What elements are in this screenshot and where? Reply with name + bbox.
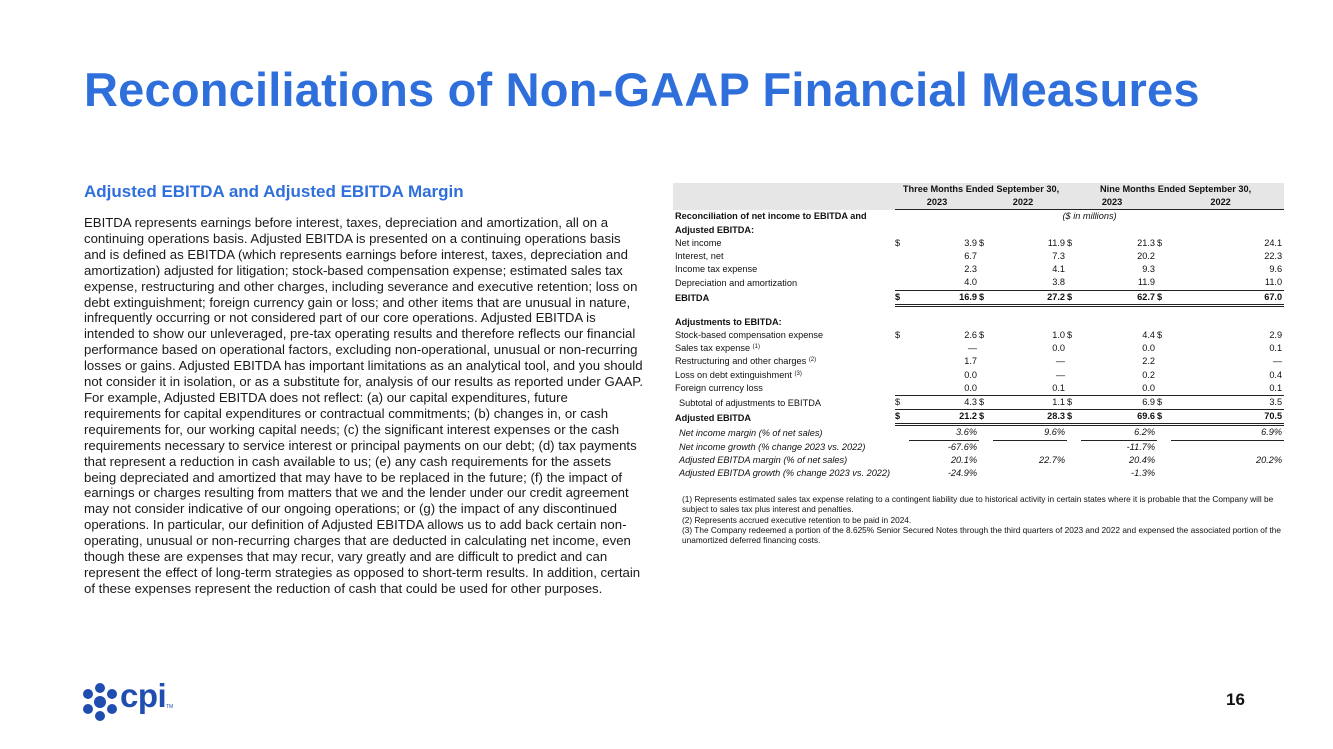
value-cell: 3.9 [964, 237, 977, 248]
table-row [673, 276, 1284, 290]
value-cell: 4.0 [909, 276, 979, 290]
currency-symbol [1067, 263, 1081, 276]
value-cell: 2.2 [1142, 356, 1156, 367]
value-cell: 1.7 [964, 356, 977, 367]
row-label [673, 250, 895, 263]
value-cell: — [1055, 369, 1066, 380]
row-label-text: Interest, net [675, 251, 724, 262]
table-row [673, 410, 1284, 425]
adjustments-header-row [673, 316, 1284, 329]
value-cell: — [1272, 356, 1283, 367]
body-paragraph: EBITDA represents earnings before interest, taxes, depreciation and amortization, all on a continuing operations basis. Adjusted EBITDA is presented on a continuing operations basis and is defined as EBITDA (which represents earnings before interest, taxes, depreciation and amortization) adjusted for litigation; stock-based compensation expense; estimated sales tax expense, restructuring and other charges, including severance and executive retention; loss on debt extinguishment; foreign currency gain or loss; and other items that are unusual in nature, infrequently occurring or not considered part of our core operations. Adjusted EBITDA is intended to show our unleveraged, pre-tax operating results and therefore reflects our financial performance based on operational factors, excluding non-operational, unusual or non-recurring losses or gains. Adjusted EBITDA has important limitations as an analytical tool, and you should not consider it in isolation, or as a substitute for, analysis of our results as reported under GAAP. For example, Adjusted EBITDA does not reflect: (a) our capital expenditures, future requirements for capital expenditures or contractual commitments; (b) changes in, or cash requirements for, our working capital needs; (c) the significant interest expenses or the cash requirements necessary to service interest or principal payments on our debt; (d) tax payments that represent a reduction in cash available to us; (e) any cash requirements for the assets being depreciated and amortized that may have to be replaced in the future; (f) the impact of earnings or charges resulting from matters that we and the lender under our credit agreement may not consider indicative of our ongoing operations; or (g) the impact of any discontinued operations. In particular, our definition of Adjusted EBITDA allows us to add back certain non-operating, unusual or non-recurring charges that are deducted in calculating net income, even though these are expenses that may recur, vary greatly and are difficult to predict and can represent the effect of long-term strategies as opposed to short-term results. In addition, certain of these expenses represent the reduction of cash that could be used for other purposes. [84, 215, 644, 596]
value-cell: 16.9 [909, 290, 979, 305]
currency-symbol: $ [1157, 237, 1163, 248]
footnote-ref: (2) [808, 357, 817, 364]
reconciliation-table [673, 183, 1284, 480]
metric-row [673, 467, 1284, 480]
currency-symbol: $ [1157, 396, 1171, 410]
currency-symbol [895, 263, 909, 276]
currency-symbol [1067, 382, 1081, 396]
value-cell: 0.0 [1081, 382, 1157, 396]
currency-symbol [895, 276, 909, 290]
currency-symbol: $ [1067, 410, 1081, 425]
metric-row [673, 454, 1284, 467]
currency-symbol: $ [1067, 330, 1073, 341]
currency-symbol [979, 263, 993, 276]
row-label [673, 355, 895, 368]
value-cell: 28.3 [993, 410, 1067, 425]
currency-symbol: $ [1157, 410, 1171, 425]
table-row [673, 369, 1284, 382]
currency-symbol [979, 250, 993, 263]
value-cell: 70.5 [1171, 410, 1284, 425]
value-cell: 4.4 [1142, 330, 1156, 341]
currency-symbol [1157, 355, 1171, 368]
metric-value: 6.9% [1171, 425, 1284, 440]
value-cell: 6.7 [964, 251, 977, 262]
metric-value [993, 467, 1067, 480]
table-row [673, 342, 1284, 355]
currency-symbol [895, 250, 909, 263]
currency-symbol [1157, 382, 1171, 396]
value-cell: 27.2 [993, 290, 1067, 305]
metric-value: 20.1% [950, 454, 977, 465]
currency-symbol: $ [1157, 330, 1163, 341]
currency-symbol [979, 382, 993, 396]
value-cell: 21.3 [1137, 237, 1156, 248]
recon-label: Adjusted EBITDA: [675, 224, 755, 235]
row-label-text: EBITDA [675, 293, 710, 304]
value-cell: 0.0 [909, 382, 979, 396]
recon-label-row [673, 210, 1284, 224]
footnote-ref: (3) [794, 370, 802, 377]
currency-symbol [1067, 355, 1081, 368]
row-label [673, 342, 895, 355]
currency-symbol [895, 355, 909, 368]
metric-label: Adjusted EBITDA margin (% of net sales) [679, 454, 848, 465]
row-label-text: Subtotal of adjustments to EBITDA [679, 397, 821, 408]
currency-symbol: $ [979, 237, 985, 248]
page-number: 16 [1226, 690, 1245, 709]
table-row [673, 263, 1284, 276]
currency-symbol: $ [895, 330, 901, 341]
value-cell: 2.3 [964, 264, 977, 275]
currency-symbol [1067, 369, 1081, 382]
currency-symbol [1067, 250, 1081, 263]
period-header-row [673, 183, 1284, 196]
section-subtitle: Adjusted EBITDA and Adjusted EBITDA Margin [84, 182, 464, 201]
value-cell: 7.3 [1052, 251, 1066, 262]
footnote-3: (3) The Company redeemed a portion of the 8.625% Senior Secured Notes through the third quarters of 2023 and 2022 and expensed the associated portion of the unamortized deferred financing costs. [682, 524, 1282, 546]
currency-symbol: $ [895, 410, 909, 425]
value-cell: 2.6 [964, 330, 977, 341]
table-row [673, 382, 1284, 396]
value-cell: 67.0 [1171, 290, 1284, 305]
row-label-text: Depreciation and amortization [675, 277, 798, 288]
value-cell: — [1055, 356, 1066, 367]
currency-symbol [895, 369, 909, 382]
currency-symbol [979, 342, 993, 355]
row-label [673, 396, 895, 410]
row-label [673, 237, 895, 250]
currency-symbol: $ [1067, 396, 1081, 410]
table-row [673, 250, 1284, 263]
metric-value: -24.9% [947, 468, 977, 479]
currency-symbol [1157, 250, 1171, 263]
row-label-text: Stock-based compensation expense [675, 330, 824, 341]
page-title: Reconciliations of Non-GAAP Financial Measures [84, 63, 1200, 116]
row-label-text: Restructuring and other charges [675, 356, 807, 367]
currency-symbol [895, 382, 909, 396]
value-cell: 0.1 [1269, 343, 1283, 354]
year-header: 2023 [895, 196, 979, 210]
metric-value: 9.6% [993, 425, 1067, 440]
table-row [673, 396, 1284, 410]
table-row [673, 237, 1284, 250]
metric-row [673, 440, 1284, 454]
currency-symbol: $ [895, 237, 901, 248]
row-label [673, 410, 895, 425]
cpi-logo-icon [80, 682, 120, 722]
metric-value: 20.4% [1128, 454, 1156, 465]
value-cell: 22.3 [1264, 251, 1283, 262]
year-header: 2023 [1067, 196, 1157, 210]
metric-label: Net income growth (% change 2023 vs. 2022) [679, 441, 866, 452]
value-cell: 3.5 [1171, 396, 1284, 410]
row-label-text: Income tax expense [675, 264, 758, 275]
metric-value [993, 440, 1067, 454]
value-cell: 0.1 [993, 382, 1067, 396]
metric-label: Net income margin (% of net sales) [679, 427, 823, 438]
value-cell: 69.6 [1081, 410, 1157, 425]
year-header-row [673, 196, 1284, 210]
value-cell: 4.3 [909, 396, 979, 410]
value-cell: 21.2 [909, 410, 979, 425]
year-header: 2022 [979, 196, 1067, 210]
currency-symbol [895, 342, 909, 355]
value-cell: 11.0 [1171, 276, 1284, 290]
value-cell: 20.2 [1137, 251, 1156, 262]
value-cell: 2.9 [1269, 330, 1283, 341]
value-cell: 0.0 [1052, 343, 1066, 354]
row-label-text: Adjusted EBITDA [675, 412, 752, 423]
metric-value: 20.2% [1256, 454, 1283, 465]
currency-symbol [1067, 342, 1081, 355]
metric-value: -11.7% [1126, 441, 1156, 452]
currency-symbol: $ [1067, 290, 1081, 305]
currency-symbol: $ [895, 396, 909, 410]
value-cell: 1.0 [1052, 330, 1066, 341]
value-cell: 9.6 [1269, 264, 1283, 275]
units-label: ($ in millions) [1062, 211, 1117, 222]
row-label [673, 263, 895, 276]
currency-symbol [1157, 276, 1171, 290]
currency-symbol: $ [979, 410, 993, 425]
currency-symbol [1157, 369, 1171, 382]
footnote-2: (2) Represents accrued executive retention to be paid in 2024. [682, 514, 912, 525]
row-label-text: Net income [675, 237, 722, 248]
metric-row [673, 425, 1284, 440]
currency-symbol [1157, 263, 1171, 276]
row-label [673, 276, 895, 290]
table-row [673, 355, 1284, 368]
spacer-row [673, 305, 1284, 316]
table-row [673, 290, 1284, 305]
year-header: 2022 [1157, 196, 1284, 210]
value-cell: 0.0 [964, 369, 977, 380]
currency-symbol: $ [979, 330, 985, 341]
row-label [673, 329, 895, 342]
metric-value [1171, 467, 1284, 480]
currency-symbol: $ [979, 290, 993, 305]
row-label [673, 382, 895, 396]
row-label-text: Sales tax expense [675, 343, 751, 354]
row-label [673, 290, 895, 305]
value-cell: 6.9 [1081, 396, 1157, 410]
value-cell: 9.3 [1142, 264, 1156, 275]
value-cell: 4.1 [1052, 264, 1066, 275]
value-cell: 0.2 [1142, 369, 1156, 380]
currency-symbol: $ [1157, 290, 1171, 305]
currency-symbol [979, 355, 993, 368]
row-label [673, 369, 895, 382]
value-cell: 24.1 [1264, 237, 1283, 248]
metric-value [1171, 440, 1284, 454]
table-row [673, 329, 1284, 342]
value-cell: 11.9 [1047, 237, 1066, 248]
footnote-1: (1) Represents estimated sales tax expense relating to a contingent liability due to historical activity in certain states where it is probable that the Company will be subject to sales tax plus interest and penalties. [682, 494, 1274, 515]
recon-label: Reconciliation of net income to EBITDA and [675, 211, 867, 222]
currency-symbol: $ [979, 396, 993, 410]
footnotes [682, 494, 1282, 545]
value-cell: 11.9 [1081, 276, 1157, 290]
currency-symbol: $ [895, 290, 909, 305]
value-cell: 0.4 [1269, 369, 1283, 380]
value-cell: 0.0 [1142, 343, 1156, 354]
metric-value: -67.6% [947, 441, 977, 452]
recon-label-row [673, 224, 1284, 237]
currency-symbol [979, 276, 993, 290]
logo-wordmark: cpi [120, 677, 167, 714]
metric-value: 22.7% [1038, 454, 1066, 465]
metric-value: 3.6% [909, 425, 979, 440]
row-label-text: Loss on debt extinguishment [675, 369, 792, 380]
value-cell: 62.7 [1081, 290, 1157, 305]
value-cell: — [967, 343, 977, 354]
period-header-three-months: Three Months Ended September 30, [895, 183, 1067, 196]
adjustments-header: Adjustments to EBITDA: [675, 316, 782, 327]
value-cell: 0.1 [1171, 382, 1284, 396]
value-cell: 1.1 [993, 396, 1067, 410]
metric-label: Adjusted EBITDA growth (% change 2023 vs. 2022) [679, 468, 891, 479]
period-header-nine-months: Nine Months Ended September 30, [1067, 183, 1284, 196]
currency-symbol [1067, 276, 1081, 290]
footnote-ref: (1) [752, 344, 760, 351]
logo-trademark: TM [166, 704, 174, 710]
metric-value: -1.3% [1131, 468, 1156, 479]
currency-symbol [1157, 342, 1171, 355]
row-label-text: Foreign currency loss [675, 383, 763, 394]
metric-value: 6.2% [1081, 425, 1157, 440]
currency-symbol [979, 369, 993, 382]
value-cell: 3.8 [993, 276, 1067, 290]
currency-symbol: $ [1067, 237, 1073, 248]
